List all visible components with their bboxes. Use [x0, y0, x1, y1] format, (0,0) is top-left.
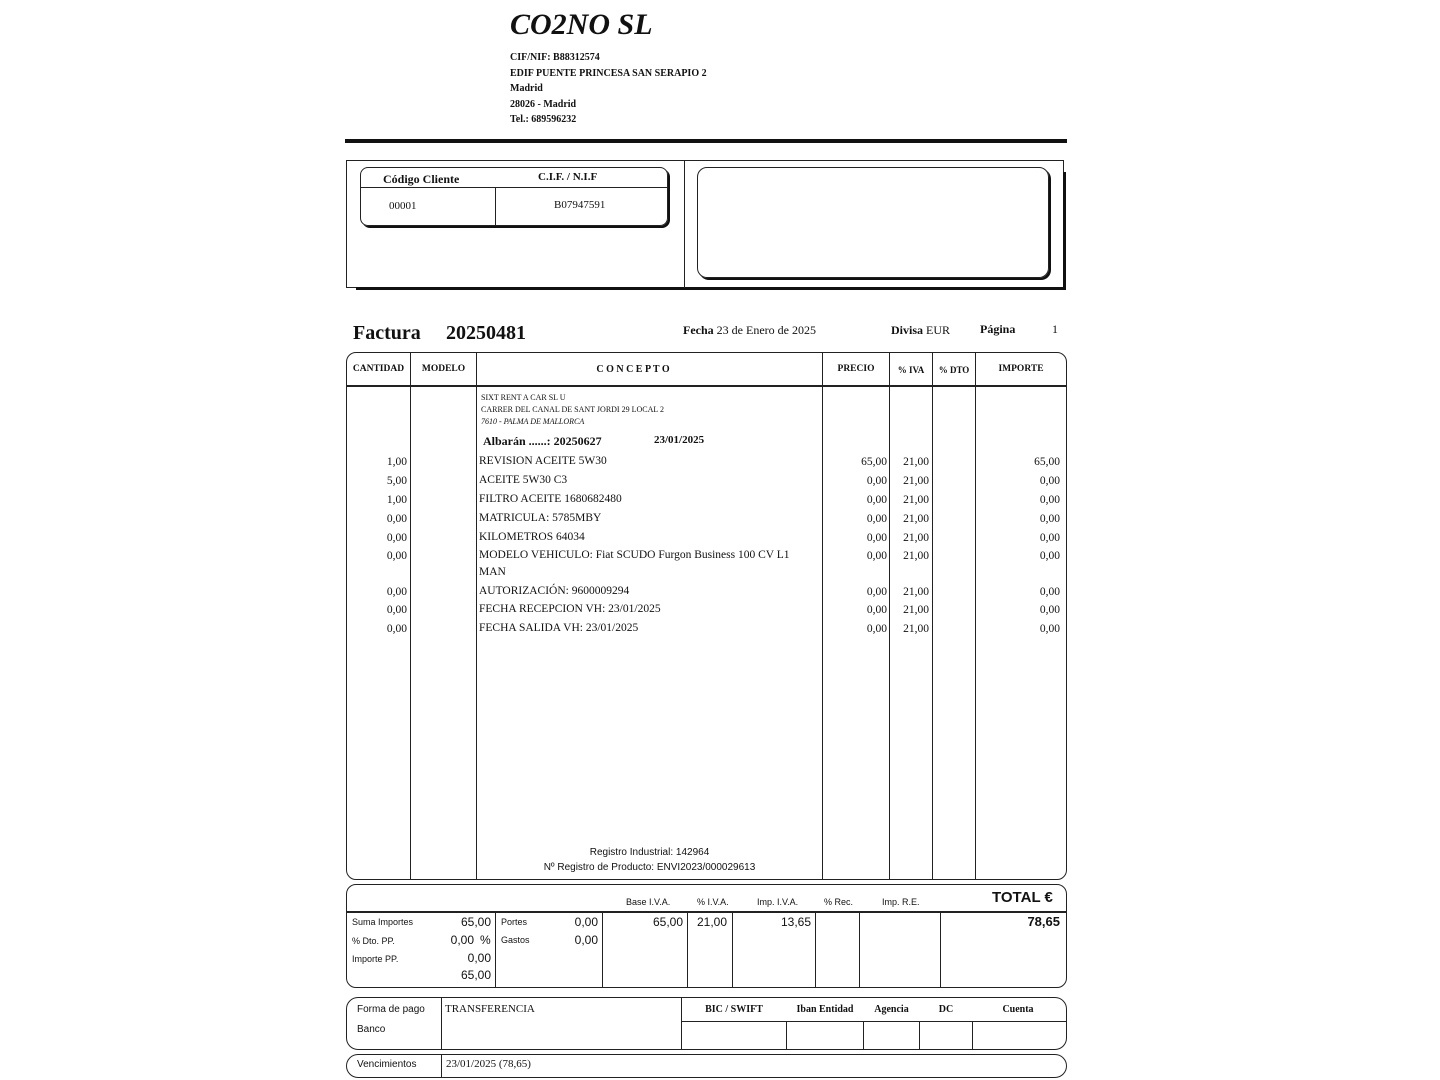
row-iva: 21,00	[903, 475, 929, 487]
invoice-label: Factura	[353, 322, 421, 344]
row-importe: 0,00	[1039, 532, 1060, 544]
rec-label: % Rec.	[824, 897, 854, 907]
row-concepto: AUTORIZACIÓN: 9600009294	[479, 585, 630, 597]
row-importe: 65,00	[1034, 456, 1060, 468]
client-code-value: 00001	[389, 200, 417, 212]
payment-divider	[441, 998, 442, 1049]
dto-pct: %	[480, 933, 491, 947]
header-precio: PRECIO	[837, 364, 875, 374]
row-iva: 21,00	[903, 550, 929, 562]
totals-divider	[732, 912, 733, 987]
albaran-line	[483, 434, 602, 449]
page-label: Página	[980, 322, 1016, 336]
ship-address	[481, 392, 664, 428]
registro-industrial: Registro Industrial: 142964	[589, 847, 710, 858]
total-label: TOTAL €	[992, 889, 1053, 906]
row-importe: 0,00	[1039, 586, 1060, 598]
header-concepto: C O N C E P T O	[596, 364, 670, 375]
row-importe: 0,00	[1039, 513, 1060, 525]
company-details	[510, 50, 707, 128]
client-code-header-line	[361, 187, 667, 188]
row-cantidad: 0,00	[386, 604, 407, 616]
company-tel: Tel.: 689596232	[510, 114, 577, 126]
registro-producto: Nº Registro de Producto: ENVI2023/000029613	[543, 862, 756, 873]
bank-header-line	[682, 1021, 1066, 1022]
imp-iva-label: Imp. I.V.A.	[757, 897, 799, 907]
row-cantidad: 1,00	[386, 494, 407, 506]
bank-col-divider	[972, 1021, 973, 1049]
row-importe: 0,00	[1039, 604, 1060, 616]
company-city: Madrid	[510, 83, 543, 95]
row-concepto: REVISION ACEITE 5W30	[479, 455, 607, 467]
row-cantidad: 0,00	[386, 532, 407, 544]
imp-iva-value: 13,65	[780, 915, 811, 929]
totals-divider	[815, 912, 816, 987]
vencimientos-label: Vencimientos	[357, 1059, 417, 1070]
row-concepto: MODELO VEHICULO: Fiat SCUDO Furgon Business 100 CV L1	[479, 549, 790, 561]
totals-divider	[940, 912, 941, 987]
gastos-label: Gastos	[501, 935, 530, 945]
row-cantidad: 0,00	[386, 586, 407, 598]
dto-value: 0,00	[450, 933, 474, 947]
bank-col-divider	[919, 1021, 920, 1049]
row-iva: 21,00	[903, 494, 929, 506]
row-precio: 65,00	[861, 456, 887, 468]
col-divider-modelo	[476, 353, 477, 879]
importe-pp-value: 0,00	[467, 951, 491, 965]
row-cantidad: 0,00	[386, 513, 407, 525]
items-table	[346, 352, 1067, 880]
row-precio: 0,00	[866, 494, 887, 506]
items-header-line	[347, 385, 1066, 387]
row-importe: 0,00	[1039, 550, 1060, 562]
client-block-shadow	[1063, 172, 1066, 290]
portes-value: 0,00	[574, 915, 598, 929]
row-precio: 0,00	[866, 513, 887, 525]
vencimientos-divider	[441, 1055, 442, 1077]
row-cantidad: 1,00	[386, 456, 407, 468]
client-block-divider	[684, 160, 685, 288]
row-concepto: ACEITE 5W30 C3	[479, 474, 568, 486]
row-importe: 0,00	[1039, 475, 1060, 487]
albaran-number: 20250627	[553, 434, 602, 448]
totals-header-line	[347, 911, 1066, 913]
client-cif-value: B07947591	[554, 199, 606, 211]
col-divider-concepto	[822, 353, 823, 879]
banco-label: Banco	[357, 1024, 386, 1035]
albaran-date: 23/01/2025	[654, 434, 705, 446]
client-cif-label: C.I.F. / N.I.F	[538, 171, 598, 183]
client-address-box	[697, 167, 1049, 278]
importe-pp-label: Importe PP.	[352, 954, 399, 964]
cuenta-label: Cuenta	[1002, 1004, 1034, 1015]
row-importe: 0,00	[1039, 623, 1060, 635]
suma-value: 65,00	[460, 915, 491, 929]
row-cantidad: 0,00	[386, 623, 407, 635]
client-block-shadow-bottom	[356, 287, 1066, 290]
iva-pct-label: % I.V.A.	[697, 897, 729, 907]
imp-re-label: Imp. R.E.	[882, 897, 920, 907]
invoice-number: 20250481	[446, 322, 526, 344]
client-code-col-divider	[495, 187, 496, 225]
row-iva: 21,00	[903, 586, 929, 598]
row-iva: 21,00	[903, 513, 929, 525]
invoice-date-label: Fecha	[683, 323, 714, 337]
row-precio: 0,00	[866, 586, 887, 598]
row-concepto: MATRICULA: 5785MBY	[479, 512, 602, 524]
col-divider-iva	[932, 353, 933, 879]
row-concepto: KILOMETROS 64034	[479, 531, 585, 543]
row-concepto: FECHA SALIDA VH: 23/01/2025	[479, 622, 639, 634]
page-number: 1	[1052, 322, 1058, 336]
gastos-value: 0,00	[574, 933, 598, 947]
vencimientos-value: 23/01/2025 (78,65)	[446, 1058, 531, 1070]
dto-label: % Dto. PP.	[352, 936, 395, 946]
header-importe: IMPORTE	[998, 364, 1044, 374]
currency-value: EUR	[926, 323, 951, 337]
bank-col-divider	[863, 1021, 864, 1049]
forma-pago-value: TRANSFERENCIA	[445, 1003, 535, 1015]
row-precio: 0,00	[866, 550, 887, 562]
row-precio: 0,00	[866, 604, 887, 616]
company-postal: 28026 - Madrid	[510, 98, 577, 110]
col-divider-cantidad	[410, 353, 411, 879]
suma-label: Suma Importes	[352, 917, 414, 927]
row-iva: 21,00	[903, 604, 929, 616]
row-iva: 21,00	[903, 456, 929, 468]
row-cantidad: 5,00	[386, 475, 407, 487]
col-divider-dto	[975, 353, 976, 879]
row-concepto-cont: MAN	[479, 566, 506, 578]
totals-divider	[602, 912, 603, 987]
ship-address-line: 7610 - PALMA DE MALLORCA	[481, 417, 585, 426]
row-importe: 0,00	[1039, 494, 1060, 506]
header-modelo: MODELO	[421, 364, 466, 374]
row-iva: 21,00	[903, 532, 929, 544]
totals-divider	[495, 912, 496, 987]
subtotal-value: 65,00	[460, 968, 491, 982]
iva-pct-value: 21,00	[697, 915, 728, 929]
invoice-date	[683, 323, 816, 338]
portes-label: Portes	[501, 917, 528, 927]
row-concepto: FECHA RECEPCION VH: 23/01/2025	[479, 603, 661, 615]
bank-col-divider	[786, 1021, 787, 1049]
row-cantidad: 0,00	[386, 550, 407, 562]
forma-pago-label: Forma de pago	[357, 1004, 425, 1015]
totals-divider	[859, 912, 860, 987]
header-cantidad: CANTIDAD	[352, 364, 405, 374]
row-precio: 0,00	[866, 475, 887, 487]
row-precio: 0,00	[866, 623, 887, 635]
base-iva-label: Base I.V.A.	[626, 897, 671, 907]
header-divider	[345, 139, 1067, 143]
client-code-label: Código Cliente	[383, 172, 460, 186]
ship-address-line: CARRER DEL CANAL DE SANT JORDI 29 LOCAL 2	[481, 405, 664, 414]
currency-label: Divisa	[891, 323, 924, 337]
company-address: EDIF PUENTE PRINCESA SAN SERAPIO 2	[510, 67, 707, 79]
ship-address-line: SIXT RENT A CAR SL U	[481, 393, 566, 402]
invoice-date-value: 23 de Enero de 2025	[716, 323, 816, 337]
company-name: CO2NO SL	[510, 8, 653, 41]
agencia-label: Agencia	[874, 1004, 909, 1015]
header-iva: % IVA	[897, 365, 925, 375]
totals-divider	[687, 912, 688, 987]
albaran-label: Albarán ......:	[483, 434, 551, 448]
row-concepto: FILTRO ACEITE 1680682480	[479, 493, 622, 505]
company-cif: CIF/NIF: B88312574	[510, 52, 600, 63]
header-dto: % DTO	[938, 365, 970, 375]
bic-label: BIC / SWIFT	[705, 1004, 763, 1015]
row-precio: 0,00	[866, 532, 887, 544]
iban-label: Iban Entidad	[796, 1004, 854, 1015]
col-divider-precio	[889, 353, 890, 879]
base-iva-value: 65,00	[652, 915, 683, 929]
row-iva: 21,00	[903, 623, 929, 635]
total-value: 78,65	[1027, 914, 1060, 929]
invoice-currency	[891, 323, 950, 338]
dc-label: DC	[938, 1004, 954, 1015]
